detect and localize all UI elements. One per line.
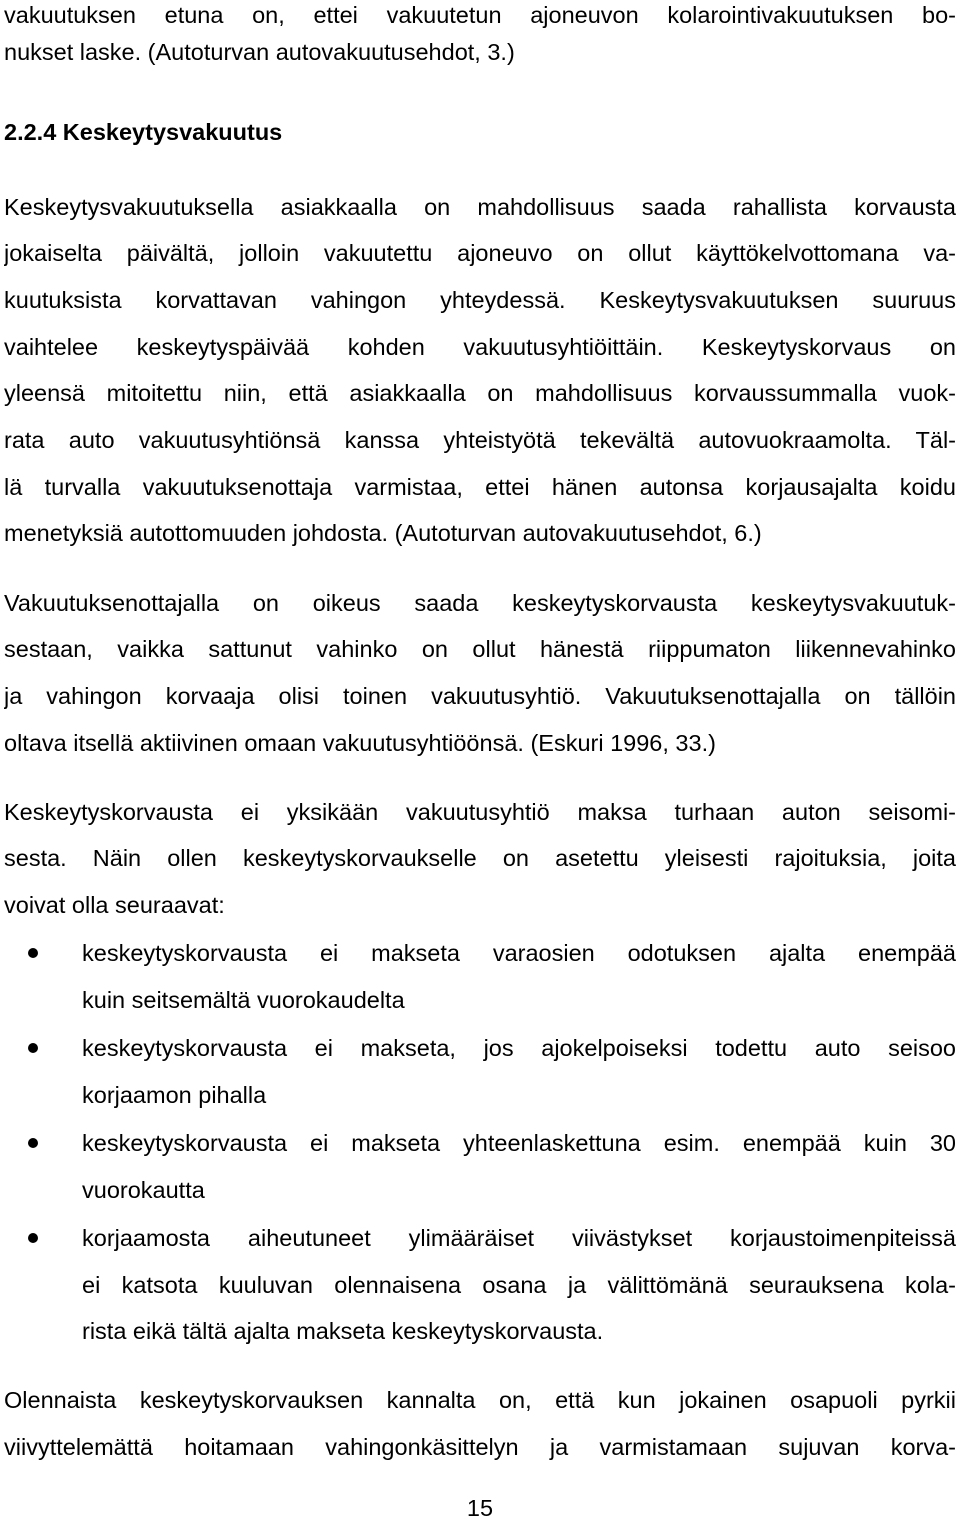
body-line: sestaan, vaikka sattunut vahinko on ollut hänestä riippumaton liikennevahinko [4, 636, 956, 662]
body-line: oltava itsellä aktiivinen omaan vakuutusyhtiöönsä. (Eskuri 1996, 33.) [4, 730, 716, 756]
list-item-line: vuorokautta [82, 1177, 205, 1203]
body-line: viivyttelemättä hoitamaan vahingonkäsittelyn ja varmistamaan sujuvan korva- [4, 1434, 956, 1460]
list-item-line: keskeytyskorvausta ei makseta varaosien odotuksen ajalta enempää [82, 940, 956, 966]
body-line: vaihtelee keskeytyspäivää kohden vakuutusyhtiöittäin. Keskeytyskorvaus on [4, 334, 956, 360]
bullet-icon [28, 948, 38, 958]
bullet-icon [28, 1233, 38, 1243]
body-line: kuutuksista korvattavan vahingon yhteydessä. Keskeytysvakuutuksen suuruus [4, 287, 956, 313]
list-item-line: ei katsota kuuluvan olennaisena osana ja välittömänä seurauksena kola- [82, 1272, 956, 1298]
body-line: Olennaista keskeytyskorvauksen kannalta on, että kun jokainen osapuoli pyrkii [4, 1387, 956, 1413]
page-number: 15 [466, 1495, 494, 1521]
body-line: yleensä mitoitettu niin, että asiakkaalla on mahdollisuus korvaussummalla vuok- [4, 380, 956, 406]
body-line: Keskeytysvakuutuksella asiakkaalla on mahdollisuus saada rahallista korvausta [4, 194, 956, 220]
body-line: Vakuutuksenottajalla on oikeus saada keskeytyskorvausta keskeytysvakuutuk- [4, 590, 956, 616]
body-line: vakuutuksen etuna on, ettei vakuutetun ajoneuvon kolarointivakuutuksen bo- [4, 2, 956, 28]
list-item-line: keskeytyskorvausta ei makseta yhteenlaskettuna esim. enempää kuin 30 [82, 1130, 956, 1156]
body-line: nukset laske. (Autoturvan autovakuutusehdot, 3.) [4, 39, 515, 65]
list-item-line: kuin seitsemältä vuorokaudelta [82, 987, 405, 1013]
body-line: ja vahingon korvaaja olisi toinen vakuutusyhtiö. Vakuutuksenottajalla on tällöin [4, 683, 956, 709]
list-item-line: korjaamosta aiheutuneet ylimääräiset viivästykset korjaustoimenpiteissä [82, 1225, 956, 1251]
body-line: menetyksiä autottomuuden johdosta. (Autoturvan autovakuutusehdot, 6.) [4, 520, 762, 546]
body-line: rata auto vakuutusyhtiönsä kanssa yhteistyötä tekevältä autovuokraamolta. Täl- [4, 427, 956, 453]
section-heading: 2.2.4 Keskeytysvakuutus [4, 119, 283, 145]
list-item-line: korjaamon pihalla [82, 1082, 267, 1108]
list-item-line: keskeytyskorvausta ei makseta, jos ajokelpoiseksi todettu auto seisoo [82, 1035, 956, 1061]
bullet-icon [28, 1043, 38, 1053]
body-line: jokaiselta päivältä, jolloin vakuutettu ajoneuvo on ollut käyttökelvottomana va- [4, 240, 956, 266]
body-line: voivat olla seuraavat: [4, 892, 225, 918]
body-line: Keskeytyskorvausta ei yksikään vakuutusyhtiö maksa turhaan auton seisomi- [4, 799, 956, 825]
list-item-line: rista eikä tältä ajalta makseta keskeytyskorvausta. [82, 1318, 604, 1344]
bullet-icon [28, 1138, 38, 1148]
body-line: sesta. Näin ollen keskeytyskorvaukselle on asetettu yleisesti rajoituksia, joita [4, 845, 956, 871]
body-line: lä turvalla vakuutuksenottaja varmistaa, ettei hänen autonsa korjausajalta koidu [4, 474, 956, 500]
